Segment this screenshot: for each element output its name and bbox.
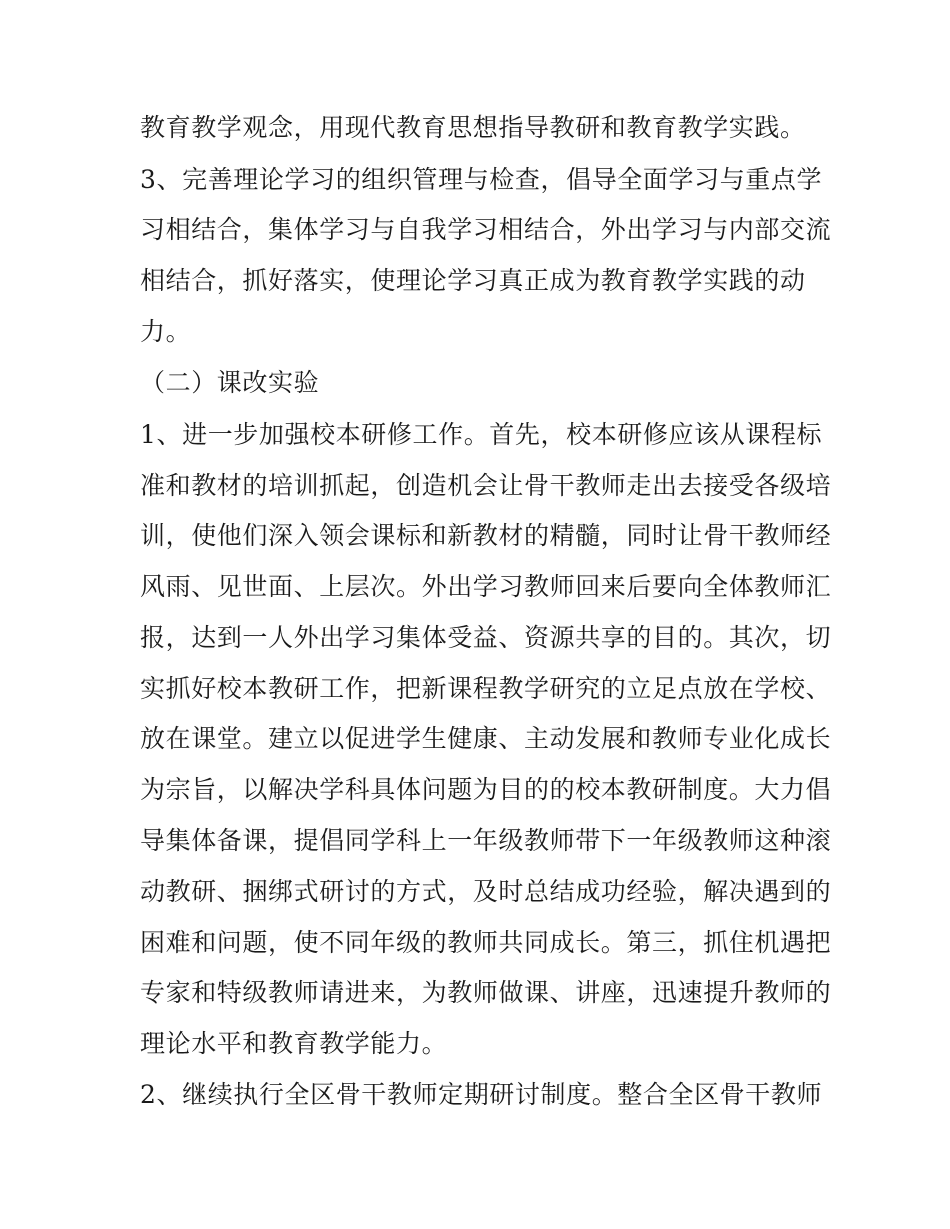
- text-line: 1、进一步加强校本研修工作。首先，校本研修应该从课程标: [140, 420, 823, 449]
- text-line: 理论水平和教育教学能力。: [140, 1029, 448, 1058]
- text-line: 专家和特级教师请进来，为教师做课、讲座，迅速提升教师的: [140, 978, 832, 1007]
- text-line: 困难和问题，使不同年级的教师共同成长。第三，抓住机遇把: [140, 928, 832, 957]
- text-line: 教育教学观念，用现代教育思想指导教研和教育教学实践。: [140, 113, 806, 142]
- text-line: 风雨、见世面、上层次。外出学习教师回来后要向全体教师汇: [140, 572, 832, 601]
- text-line: 3、完善理论学习的组织管理与检查，倡导全面学习与重点学: [140, 165, 823, 194]
- text-line: 动教研、捆绑式研讨的方式，及时总结成功经验，解决遇到的: [140, 877, 832, 906]
- text-line: 导集体备课，提倡同学科上一年级教师带下一年级教师这种滚: [140, 826, 832, 855]
- text-line: 习相结合，集体学习与自我学习相结合，外出学习与内部交流: [140, 215, 832, 244]
- text-line: 准和教材的培训抓起，创造机会让骨干教师走出去接受各级培: [140, 471, 832, 500]
- text-line: 为宗旨，以解决学科具体问题为目的的校本教研制度。大力倡: [140, 775, 832, 804]
- text-line: 训，使他们深入领会课标和新教材的精髓，同时让骨干教师经: [140, 521, 832, 550]
- text-line: 相结合，抓好落实，使理论学习真正成为教育教学实践的动: [140, 266, 806, 295]
- text-line: 放在课堂。建立以促进学生健康、主动发展和教师专业化成长: [140, 724, 832, 753]
- text-line: 实抓好校本教研工作，把新课程教学研究的立足点放在学校、: [140, 674, 832, 703]
- text-line: 力。: [140, 317, 192, 346]
- text-line: 2、继续执行全区骨干教师定期研讨制度。整合全区骨干教师: [140, 1080, 823, 1109]
- section-heading: （二）课改实验: [140, 368, 320, 397]
- text-line: 报，达到一人外出学习集体受益、资源共享的目的。其次，切: [140, 623, 832, 652]
